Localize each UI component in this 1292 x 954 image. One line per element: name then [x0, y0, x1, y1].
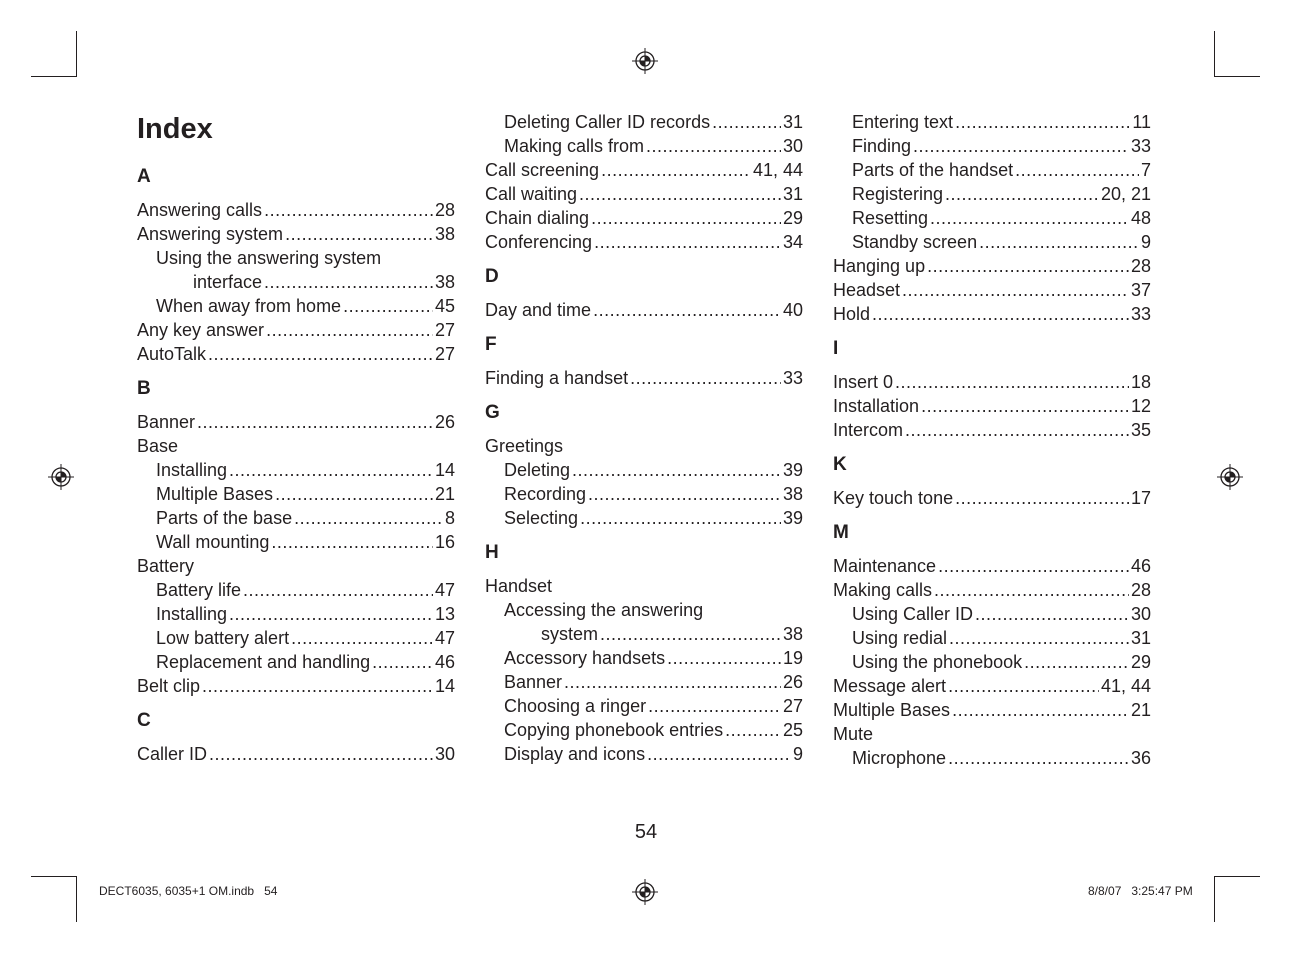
dot-leader — [948, 746, 1129, 770]
index-term: Choosing a ringer — [504, 696, 647, 716]
index-page-ref: 45 — [434, 296, 455, 316]
index-entry — [485, 694, 803, 718]
registration-mark-icon — [48, 464, 74, 490]
index-entry — [833, 674, 1151, 698]
index-entry — [137, 342, 455, 366]
index-page-ref: 11 — [1132, 112, 1151, 132]
index-page-ref: 38 — [434, 272, 455, 292]
dot-leader — [712, 110, 781, 134]
section-letter: D — [485, 266, 499, 287]
index-entry — [137, 198, 455, 222]
index-term: Accessing the answering — [504, 600, 704, 620]
index-entry — [833, 486, 1151, 510]
dot-leader — [955, 110, 1130, 134]
index-page-ref: 34 — [782, 232, 803, 252]
index-page-ref: 25 — [782, 720, 803, 740]
index-term: Any key answer — [137, 320, 265, 340]
crop-mark-bottom-left-h — [31, 876, 77, 877]
dot-leader — [930, 206, 1129, 230]
index-term: Using the answering system — [156, 248, 382, 268]
index-entry — [833, 302, 1151, 326]
crop-mark-top-right-v — [1214, 31, 1215, 77]
index-column-3 — [833, 110, 1151, 770]
index-page-ref: 47 — [434, 580, 455, 600]
dot-leader — [934, 578, 1129, 602]
index-entry — [833, 722, 1151, 746]
dot-leader — [594, 230, 781, 254]
dot-leader — [579, 182, 781, 206]
dot-leader — [229, 458, 433, 482]
index-entry — [833, 278, 1151, 302]
index-entry — [137, 434, 455, 458]
index-page-ref: 38 — [782, 624, 803, 644]
section-letter: B — [137, 378, 151, 399]
index-page-ref: 28 — [434, 200, 455, 220]
index-entry — [833, 254, 1151, 278]
page-number: 54 — [634, 821, 658, 843]
index-page-ref: 31 — [782, 112, 803, 132]
index-term: Hanging up — [833, 256, 926, 276]
index-term: Installation — [833, 396, 920, 416]
index-entry — [137, 742, 455, 766]
index-page-ref: 21 — [1130, 700, 1151, 720]
section-letter: G — [485, 402, 500, 423]
crop-mark-top-right-h — [1214, 76, 1260, 77]
index-page-ref: 38 — [782, 484, 803, 504]
index-term: Base — [137, 436, 179, 456]
index-entry — [137, 602, 455, 626]
dot-leader — [209, 742, 433, 766]
index-term: Headset — [833, 280, 901, 300]
index-page-ref: 30 — [434, 744, 455, 764]
index-entry — [485, 482, 803, 506]
section-letter: A — [137, 166, 151, 187]
dot-leader — [291, 626, 433, 650]
index-term: Microphone — [852, 748, 947, 768]
dot-leader — [647, 742, 791, 766]
index-term: When away from home — [156, 296, 342, 316]
dot-leader — [725, 718, 781, 742]
index-page-ref: 33 — [1130, 304, 1151, 324]
dot-leader — [646, 134, 781, 158]
index-entry — [137, 506, 455, 530]
index-entry — [485, 742, 803, 766]
index-page-ref: 7 — [1140, 160, 1151, 180]
dot-leader — [952, 698, 1129, 722]
index-term: Accessory handsets — [504, 648, 666, 668]
index-entry — [833, 134, 1151, 158]
index-term: Deleting Caller ID records — [504, 112, 711, 132]
index-page-ref: 14 — [434, 460, 455, 480]
dot-leader — [591, 206, 781, 230]
index-term: AutoTalk — [137, 344, 207, 364]
index-page-ref: 38 — [434, 224, 455, 244]
index-page-ref: 13 — [434, 604, 455, 624]
dot-leader — [955, 486, 1129, 510]
index-page-ref: 9 — [792, 744, 803, 764]
index-term: Finding — [852, 136, 912, 156]
index-term: Insert 0 — [833, 372, 894, 392]
crop-mark-top-left-h — [31, 76, 77, 77]
index-entry — [485, 506, 803, 530]
index-term: Installing — [156, 460, 228, 480]
index-page-ref: 27 — [434, 344, 455, 364]
dot-leader — [564, 670, 781, 694]
dot-leader — [1024, 650, 1129, 674]
index-term: Battery — [137, 556, 195, 576]
crop-mark-bottom-right-h — [1214, 876, 1260, 877]
index-term: Battery life — [156, 580, 242, 600]
index-entry — [137, 270, 455, 294]
registration-mark-icon — [1217, 464, 1243, 490]
index-term: Multiple Bases — [156, 484, 274, 504]
index-term: Parts of the base — [156, 508, 293, 528]
index-page-ref: 35 — [1130, 420, 1151, 440]
page-title: Index — [137, 113, 213, 145]
dot-leader — [921, 394, 1129, 418]
index-term: Low battery alert — [156, 628, 290, 648]
index-entry — [485, 718, 803, 742]
index-column-1 — [137, 110, 455, 766]
index-page-ref: 39 — [782, 460, 803, 480]
index-term: Banner — [504, 672, 563, 692]
index-entry — [137, 246, 455, 270]
index-term: Key touch tone — [833, 488, 954, 508]
index-page-ref: 19 — [782, 648, 803, 668]
dot-leader — [895, 370, 1129, 394]
dot-leader — [343, 294, 433, 318]
index-term: Hold — [833, 304, 871, 324]
index-entry — [833, 206, 1151, 230]
index-page-ref: 31 — [1130, 628, 1151, 648]
index-page-ref: 16 — [434, 532, 455, 552]
dot-leader — [927, 254, 1129, 278]
index-term: interface — [193, 272, 263, 292]
index-term: Using the phonebook — [852, 652, 1023, 672]
dot-leader — [372, 650, 433, 674]
crop-mark-top-left-v — [76, 31, 77, 77]
dot-leader — [648, 694, 781, 718]
section-letter: H — [485, 542, 499, 563]
index-entry — [137, 578, 455, 602]
dot-leader — [630, 366, 781, 390]
dot-leader — [975, 602, 1129, 626]
index-page-ref: 30 — [782, 136, 803, 156]
index-term: Answering system — [137, 224, 284, 244]
index-entry — [833, 602, 1151, 626]
index-term: Call screening — [485, 160, 600, 180]
dot-leader — [275, 482, 433, 506]
section-letter: I — [833, 338, 839, 359]
dot-leader — [600, 622, 781, 646]
index-entry — [833, 230, 1151, 254]
dot-leader — [902, 278, 1129, 302]
index-page-ref: 40 — [782, 300, 803, 320]
dot-leader — [202, 674, 433, 698]
dot-leader — [601, 158, 751, 182]
index-page-ref: 46 — [1130, 556, 1151, 576]
index-entry — [137, 222, 455, 246]
footer-timestamp: 8/8/07 3:25:47 PM — [1088, 884, 1193, 898]
index-entry — [485, 134, 803, 158]
dot-leader — [266, 318, 433, 342]
index-entry — [485, 434, 803, 458]
index-term: Day and time — [485, 300, 592, 320]
dot-leader — [667, 646, 781, 670]
index-term: Display and icons — [504, 744, 646, 764]
index-term: Using redial — [852, 628, 948, 648]
dot-leader — [264, 198, 433, 222]
dot-leader — [949, 626, 1129, 650]
index-page-ref: 47 — [434, 628, 455, 648]
index-entry — [833, 578, 1151, 602]
index-term: Making calls from — [504, 136, 645, 156]
index-page-ref: 17 — [1130, 488, 1151, 508]
dot-leader — [588, 482, 781, 506]
index-entry — [485, 158, 803, 182]
index-term: Maintenance — [833, 556, 937, 576]
index-entry — [137, 318, 455, 342]
index-page-ref: 9 — [1140, 232, 1151, 252]
dot-leader — [1015, 158, 1139, 182]
index-entry — [137, 650, 455, 674]
index-term: Belt clip — [137, 676, 201, 696]
index-entry — [833, 626, 1151, 650]
section-letter: C — [137, 710, 151, 731]
index-term: Standby screen — [852, 232, 978, 252]
index-entry — [833, 746, 1151, 770]
index-term: Conferencing — [485, 232, 593, 252]
index-entry — [485, 622, 803, 646]
index-term: Finding a handset — [485, 368, 629, 388]
index-entry — [137, 458, 455, 482]
dot-leader — [264, 270, 433, 294]
index-term: Multiple Bases — [833, 700, 951, 720]
index-entry — [137, 410, 455, 434]
registration-mark-icon — [632, 879, 658, 905]
crop-mark-bottom-left-v — [76, 876, 77, 922]
index-entry — [485, 182, 803, 206]
index-entry — [137, 530, 455, 554]
index-page-ref: 18 — [1130, 372, 1151, 392]
index-entry — [137, 674, 455, 698]
dot-leader — [285, 222, 433, 246]
index-term: Message alert — [833, 676, 947, 696]
dot-leader — [979, 230, 1139, 254]
index-page-ref: 26 — [782, 672, 803, 692]
dot-leader — [197, 410, 433, 434]
dot-leader — [243, 578, 433, 602]
index-page-ref: 21 — [434, 484, 455, 504]
index-entry — [485, 366, 803, 390]
index-page-ref: 27 — [434, 320, 455, 340]
index-column-2 — [485, 110, 803, 766]
index-page-ref: 39 — [782, 508, 803, 528]
dot-leader — [938, 554, 1129, 578]
index-entry — [485, 646, 803, 670]
index-term: Recording — [504, 484, 587, 504]
index-page-ref: 29 — [782, 208, 803, 228]
index-term: Registering — [852, 184, 944, 204]
index-entry — [137, 294, 455, 318]
index-page-ref: 30 — [1130, 604, 1151, 624]
index-term: Mute — [833, 724, 874, 744]
index-entry — [833, 698, 1151, 722]
index-term: Copying phonebook entries — [504, 720, 724, 740]
section-letter: F — [485, 334, 497, 355]
index-page-ref: 29 — [1130, 652, 1151, 672]
index-entry — [833, 182, 1151, 206]
index-term: Call waiting — [485, 184, 578, 204]
index-page-ref: 8 — [444, 508, 455, 528]
index-entry — [485, 110, 803, 134]
index-entry — [485, 670, 803, 694]
index-term: Selecting — [504, 508, 579, 528]
index-page-ref: 33 — [782, 368, 803, 388]
index-term: Making calls — [833, 580, 933, 600]
index-term: Entering text — [852, 112, 954, 132]
index-entry — [833, 554, 1151, 578]
index-term: Resetting — [852, 208, 929, 228]
index-term: Wall mounting — [156, 532, 270, 552]
index-page-ref: 28 — [1130, 256, 1151, 276]
index-term: Deleting — [504, 460, 571, 480]
index-page-ref: 12 — [1130, 396, 1151, 416]
index-entry — [485, 206, 803, 230]
index-term: Answering calls — [137, 200, 263, 220]
index-entry — [485, 230, 803, 254]
dot-leader — [872, 302, 1129, 326]
index-term: Replacement and handling — [156, 652, 371, 672]
index-entry — [833, 370, 1151, 394]
index-entry — [485, 298, 803, 322]
index-entry — [137, 626, 455, 650]
index-term: Handset — [485, 576, 553, 596]
index-page-ref: 41, 44 — [752, 160, 803, 180]
index-entry — [833, 418, 1151, 442]
index-page-ref: 26 — [434, 412, 455, 432]
dot-leader — [580, 506, 781, 530]
index-entry — [485, 574, 803, 598]
registration-mark-icon — [632, 48, 658, 74]
index-term: Greetings — [485, 436, 564, 456]
index-entry — [137, 482, 455, 506]
index-term: Installing — [156, 604, 228, 624]
index-term: Parts of the handset — [852, 160, 1014, 180]
index-page-ref: 37 — [1130, 280, 1151, 300]
index-page-ref: 33 — [1130, 136, 1151, 156]
dot-leader — [294, 506, 443, 530]
index-page-ref: 14 — [434, 676, 455, 696]
dot-leader — [593, 298, 781, 322]
index-page-ref: 36 — [1130, 748, 1151, 768]
index-page-ref: 20, 21 — [1100, 184, 1151, 204]
index-entry — [833, 158, 1151, 182]
dot-leader — [913, 134, 1129, 158]
index-term: Banner — [137, 412, 196, 432]
index-entry — [833, 110, 1151, 134]
index-page-ref: 46 — [434, 652, 455, 672]
index-page-ref: 27 — [782, 696, 803, 716]
index-term: Using Caller ID — [852, 604, 974, 624]
index-entry — [485, 458, 803, 482]
index-entry — [137, 554, 455, 578]
index-entry — [833, 650, 1151, 674]
index-entry — [485, 598, 803, 622]
dot-leader — [948, 674, 1099, 698]
index-term: Chain dialing — [485, 208, 590, 228]
footer-file-info: DECT6035, 6035+1 OM.indb 54 — [99, 884, 278, 898]
index-term: Intercom — [833, 420, 904, 440]
dot-leader — [229, 602, 433, 626]
index-entry — [833, 394, 1151, 418]
index-page-ref: 48 — [1130, 208, 1151, 228]
dot-leader — [572, 458, 781, 482]
section-letter: M — [833, 522, 849, 543]
index-term: Caller ID — [137, 744, 208, 764]
dot-leader — [271, 530, 433, 554]
dot-leader — [208, 342, 433, 366]
section-letter: K — [833, 454, 847, 475]
index-page-ref: 31 — [782, 184, 803, 204]
dot-leader — [905, 418, 1129, 442]
dot-leader — [945, 182, 1099, 206]
crop-mark-bottom-right-v — [1214, 876, 1215, 922]
index-term: system — [541, 624, 599, 644]
index-page-ref: 41, 44 — [1100, 676, 1151, 696]
index-page-ref: 28 — [1130, 580, 1151, 600]
